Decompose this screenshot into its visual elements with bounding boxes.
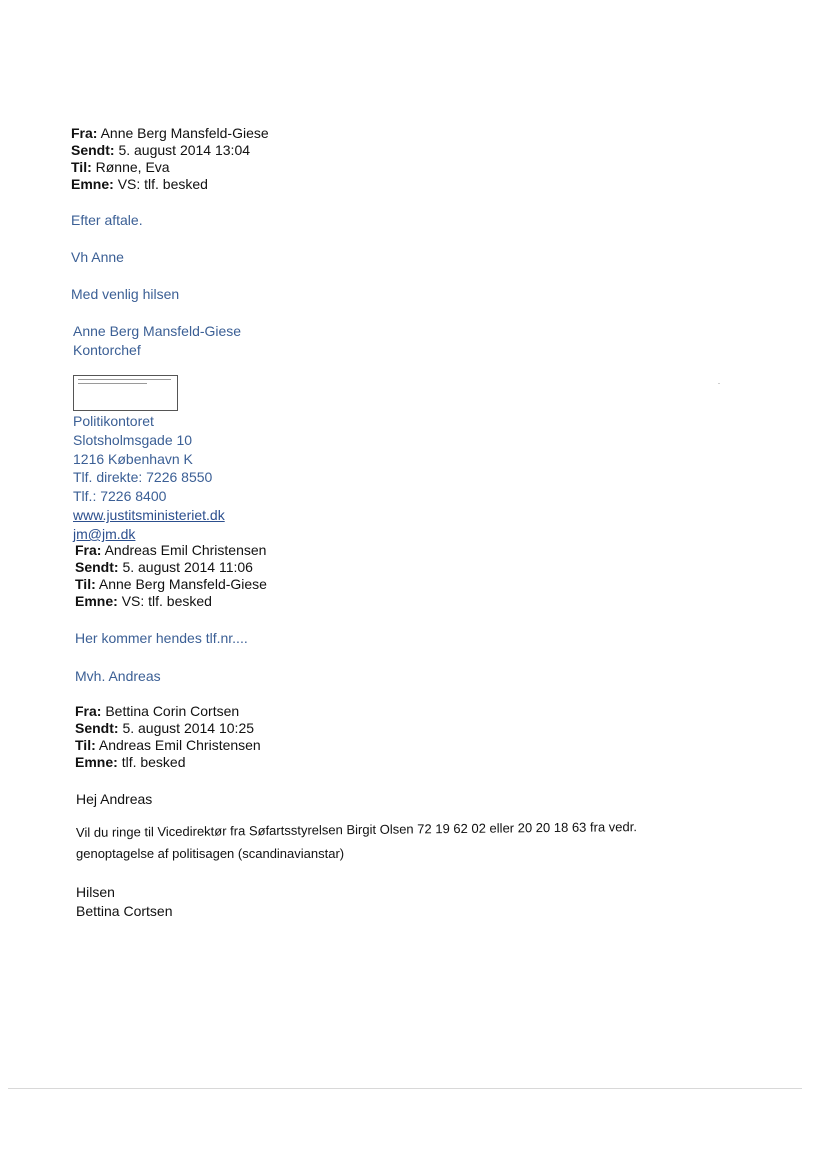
sent-label: Sendt: — [71, 142, 115, 158]
page-divider — [8, 1088, 802, 1089]
email1-to-line — [71, 159, 170, 176]
from-value: Andreas Emil Christensen — [104, 542, 267, 558]
to-label: Til: — [75, 737, 96, 753]
sent-value: 5. august 2014 11:06 — [122, 559, 253, 575]
email1-body-line: Med venlig hilsen — [71, 286, 180, 302]
email3-sent-line — [75, 720, 254, 737]
from-value: Bettina Corin Cortsen — [105, 703, 240, 719]
subject-value: VS: tlf. besked — [121, 593, 212, 609]
subject-value: tlf. besked — [121, 754, 186, 770]
subject-label: Emne: — [75, 593, 118, 609]
signature-title: Kontorchef — [73, 342, 141, 358]
signature-street: Slotsholmsgade 10 — [73, 432, 193, 448]
to-label: Til: — [71, 159, 92, 175]
email2-to-line — [75, 576, 267, 593]
from-value: Anne Berg Mansfeld-Giese — [100, 125, 269, 141]
email1-sent-line — [71, 142, 250, 159]
to-value: Andreas Emil Christensen — [98, 737, 261, 753]
email2-from-line — [75, 542, 266, 559]
to-value: Anne Berg Mansfeld-Giese — [98, 576, 267, 592]
signature-phone: Tlf.: 7226 8400 — [73, 488, 167, 504]
email3-message-line: Vil du ringe til Vicedirektør fra Søfartsstyrelsen Birgit Olsen 72 19 62 02 eller 20 20 18 63 fra vedr. — [75, 819, 638, 840]
sent-value: 5. august 2014 10:25 — [122, 720, 255, 736]
email3-to-line — [75, 737, 261, 754]
from-label: Fra: — [75, 542, 102, 558]
email3-closing: Hilsen — [76, 884, 115, 900]
to-label: Til: — [75, 576, 96, 592]
subject-label: Emne: — [75, 754, 118, 770]
from-label: Fra: — [75, 703, 102, 719]
signature-direct-phone: Tlf. direkte: 7226 8550 — [73, 469, 213, 485]
email3-greeting: Hej Andreas — [76, 791, 153, 807]
email1-body-line: Vh Anne — [71, 249, 124, 265]
sent-label: Sendt: — [75, 559, 119, 575]
from-label: Fra: — [71, 125, 98, 141]
signature-name: Anne Berg Mansfeld-Giese — [73, 323, 242, 339]
email2-body-line: Mvh. Andreas — [75, 668, 161, 684]
signature-office: Politikontoret — [73, 413, 154, 429]
to-value: Rønne, Eva — [95, 159, 170, 175]
subject-value: VS: tlf. besked — [117, 176, 208, 192]
sent-label: Sendt: — [75, 720, 119, 736]
sent-value: 5. august 2014 13:04 — [118, 142, 251, 158]
email3-subject-line — [75, 754, 186, 771]
email1-body-line: Efter aftale. — [71, 212, 143, 228]
email1-from-line — [71, 125, 269, 142]
website-link[interactable]: www.justitsministeriet.dk — [73, 507, 225, 523]
email-link[interactable]: jm@jm.dk — [73, 526, 136, 542]
subject-label: Emne: — [71, 176, 114, 192]
signature-city: 1216 København K — [73, 451, 193, 467]
ministry-logo-image — [73, 375, 178, 411]
email3-from-line — [75, 703, 239, 720]
email2-sent-line — [75, 559, 253, 576]
email3-message-line: genoptagelse af politisagen (scandinavianstar) — [76, 846, 345, 861]
email2-subject-line — [75, 593, 212, 610]
email1-subject-line — [71, 176, 208, 193]
scan-speck — [718, 383, 720, 384]
email3-signoff: Bettina Cortsen — [76, 903, 173, 919]
email2-body-line: Her kommer hendes tlf.nr.... — [75, 630, 248, 646]
